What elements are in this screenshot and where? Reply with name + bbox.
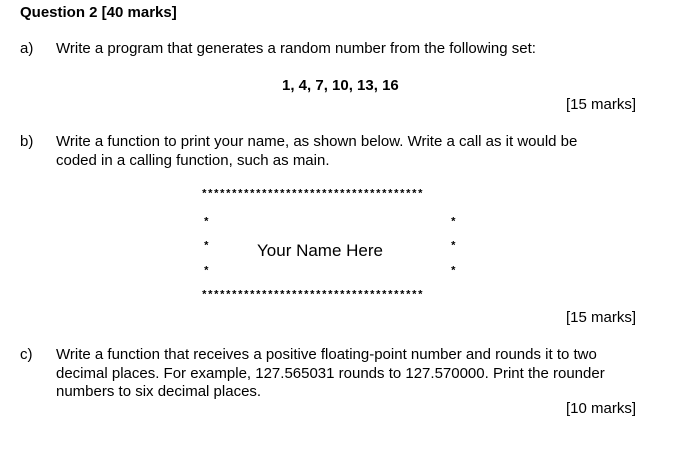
banner-name-text: Your Name Here [257, 241, 383, 260]
banner-right-star-1: * [450, 217, 457, 229]
part-b-text-line2: coded in a calling function, such as main. [56, 152, 330, 169]
part-c-text-line2: decimal places. For example, 127.565031 rounds to 127.570000. Print the rounder [56, 365, 605, 382]
part-b-label: b) [20, 133, 34, 150]
part-a-number-set: 1, 4, 7, 10, 13, 16 [282, 77, 399, 94]
banner-left-star-3: * [203, 266, 210, 278]
banner-top-border: ************************************* [201, 189, 424, 201]
part-c-label: c) [20, 346, 33, 363]
part-c-text-line1: Write a function that receives a positive floating-point number and rounds it to two [56, 346, 597, 363]
part-c-marks: [10 marks] [566, 400, 637, 417]
banner-bottom-border: ************************************* [201, 290, 424, 302]
banner-right-star-3: * [450, 266, 457, 278]
part-a-text: Write a program that generates a random number from the following set: [56, 40, 536, 57]
banner-left-star-1: * [203, 217, 210, 229]
banner-left-star-2: * [203, 241, 210, 253]
part-a-marks: [15 marks] [566, 96, 637, 113]
part-b-text-line1: Write a function to print your name, as shown below. Write a call as it would be [56, 133, 578, 150]
part-c-text-line3: numbers to six decimal places. [56, 383, 262, 400]
part-b-marks: [15 marks] [566, 309, 637, 326]
part-a-label: a) [20, 40, 34, 57]
banner-right-star-2: * [450, 241, 457, 253]
question-title: Question 2 [40 marks] [20, 4, 177, 21]
